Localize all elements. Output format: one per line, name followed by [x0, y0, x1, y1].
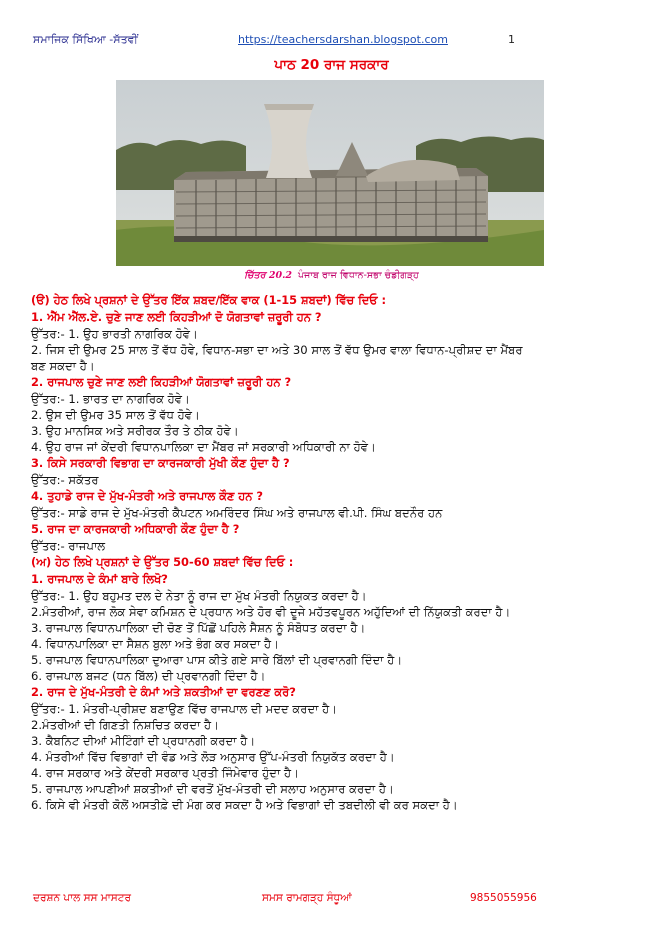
answer-line: 6. ਰਾਜਪਾਲ ਬਜਟ (ਧਨ ਬਿੱਲ) ਦੀ ਪ੍ਰਵਾਨਗੀ ਦਿੰਦਾ ਹੈ। — [31, 669, 266, 683]
question-heading: (ਅ) ਹੇਠ ਲਿਖੇ ਪ੍ਰਸ਼ਨਾਂ ਦੇ ਉੱਤਰ 50-60 ਸ਼ਬਦਾਂ ਵਿੱਚ ਦਿਓ : — [31, 555, 294, 569]
question-answer-content — [31, 292, 641, 813]
figure-caption — [0, 270, 663, 281]
question-heading: 1. ਐੱਮ ਐੱਲ.ਏ. ਚੁਣੇ ਜਾਣ ਲਈ ਕਿਹੜੀਆਂ ਦੋ ਯੋਗਤਾਵਾਂ ਜ਼ਰੂਰੀ ਹਨ ? — [31, 310, 322, 324]
answer-line: 4. ਵਿਧਾਨਪਾਲਿਕਾ ਦਾ ਸੈਸ਼ਨ ਬੁਲਾ ਅਤੇ ਭੰਗ ਕਰ ਸਕਦਾ ਹੈ। — [31, 637, 279, 651]
question-heading: 5. ਰਾਜ ਦਾ ਕਾਰਜਕਾਰੀ ਅਧਿਕਾਰੀ ਕੌਣ ਹੁੰਦਾ ਹੈ ? — [31, 522, 240, 536]
answer-line: 2.ਮੰਤਰੀਆਂ ਦੀ ਗਿਣਤੀ ਨਿਸ਼ਚਿਤ ਕਰਦਾ ਹੈ। — [31, 718, 219, 732]
answer-line: 2.ਮੰਤਰੀਆਂ, ਰਾਜ ਲੋਕ ਸੇਵਾ ਕਮਿਸ਼ਨ ਦੇ ਪ੍ਰਧਾਨ ਅਤੇ ਹੋਰ ਵੀ ਦੂਜੇ ਮਹੱਤਵਪੂਰਨ ਅਹੁੱਦਿਆਂ ਦੀ ਨਿੱਯੁਕਤੀ ਕਰਦਾ ਹੈ। — [31, 605, 511, 619]
answer-line: 2. ਉਸ ਦੀ ਉਮਰ 35 ਸਾਲ ਤੋਂ ਵੱਧ ਹੋਵੇ। — [31, 408, 200, 422]
question-heading: 2. ਰਾਜ ਦੇ ਮੁੱਖ-ਮੰਤਰੀ ਦੇ ਕੰਮਾਂ ਅਤੇ ਸ਼ਕਤੀਆਂ ਦਾ ਵਰਣਣ ਕਰੋ? — [31, 685, 296, 699]
header-url-link[interactable]: https://teachersdarshan.blogspot.com — [238, 33, 448, 46]
answer-line: ਉੱਤਰ:- ਸਕੱਤਰ — [31, 473, 99, 487]
answer-line: ਉੱਤਰ:- 1. ਭਾਰਤ ਦਾ ਨਾਗਰਿਕ ਹੋਵੇ। — [31, 392, 190, 406]
page-number: 1 — [508, 33, 515, 46]
footer-author: ਦਰਸ਼ਨ ਪਾਲ ਸਸ ਮਾਸਟਰ — [33, 892, 132, 904]
answer-line: ਬਣ ਸਕਦਾ ਹੈ। — [31, 359, 95, 373]
answer-line: 4. ਮੰਤਰੀਆਂ ਵਿੱਚ ਵਿਭਾਗਾਂ ਦੀ ਵੰਡ ਅਤੇ ਲੋੜ ਅਨੁਸਾਰ ਉੱਪ-ਮੰਤਰੀ ਨਿਯੁਕੱਤ ਕਰਦਾ ਹੈ। — [31, 750, 395, 764]
footer-phone: 9855055956 — [470, 892, 537, 904]
answer-line: ਉੱਤਰ:- ਰਾਜਪਾਲ — [31, 539, 106, 553]
question-heading: (ੳ) ਹੇਠ ਲਿਖੇ ਪ੍ਰਸ਼ਨਾਂ ਦੇ ਉੱਤਰ ਇੱਕ ਸ਼ਬਦ/ਇੱਕ ਵਾਕ (1-15 ਸ਼ਬਦਾਂ) ਵਿੱਚ ਦਿਓ : — [31, 293, 386, 307]
answer-line: 5. ਰਾਜਪਾਲ ਵਿਧਾਨਪਾਲਿਕਾ ਦੁਆਰਾ ਪਾਸ ਕੀਤੇ ਗਏ ਸਾਰੇ ਬਿੱਲਾਂ ਦੀ ਪ੍ਰਵਾਨਗੀ ਦਿੰਦਾ ਹੈ। — [31, 653, 403, 667]
answer-line: 6. ਕਿਸੇ ਵੀ ਮੰਤਰੀ ਕੋਲੋਂ ਅਸਤੀਫ਼ੇ ਦੀ ਮੰਗ ਕਰ ਸਕਦਾ ਹੈ ਅਤੇ ਵਿਭਾਗਾਂ ਦੀ ਤਬਦੀਲੀ ਵੀ ਕਰ ਸਕਦਾ ਹੈ। — [31, 798, 458, 812]
answer-line: ਉੱਤਰ:- ਸਾਡੇ ਰਾਜ ਦੇ ਮੁੱਖ-ਮੰਤਰੀ ਕੈਪਟਨ ਅਮਰਿੰਦਰ ਸਿੰਘ ਅਤੇ ਰਾਜਪਾਲ ਵੀ.ਪੀ. ਸਿੰਘ ਬਦਨੌਰ ਹਨ — [31, 506, 443, 520]
answer-line: ਉੱਤਰ:- 1. ਉਹ ਭਾਰਤੀ ਨਾਗਰਿਕ ਹੋਵੇ। — [31, 327, 198, 341]
answer-line: 4. ਉਹ ਰਾਜ ਜਾਂ ਕੇਂਦਰੀ ਵਿਧਾਨਪਾਲਿਕਾ ਦਾ ਮੈਂਬਰ ਜਾਂ ਸਰਕਾਰੀ ਅਧਿਕਾਰੀ ਨਾ ਹੋਵੇ। — [31, 440, 376, 454]
page-title: ਪਾਠ 20 ਰਾਜ ਸਰਕਾਰ — [274, 57, 389, 73]
figure-caption-text: ਪੰਜਾਬ ਰਾਜ ਵਿਧਾਨ-ਸਭਾ ਚੰਡੀਗੜ੍ਹ — [298, 270, 419, 281]
answer-line: ਉੱਤਰ:- 1. ਮੰਤਰੀ-ਪ੍ਰੀਸ਼ਦ ਬਣਾਉਣ ਵਿੱਚ ਰਾਜਪਾਲ ਦੀ ਮਦਦ ਕਰਦਾ ਹੈ। — [31, 702, 338, 716]
answer-line: 2. ਜਿਸ ਦੀ ਉਮਰ 25 ਸਾਲ ਤੋਂ ਵੱਧ ਹੋਵੇ, ਵਿਧਾਨ-ਸਭਾ ਦਾ ਅਤੇ 30 ਸਾਲ ਤੋਂ ਵੱਧ ਉਮਰ ਵਾਲਾ ਵਿਧਾਨ-ਪ੍ਰੀਸ਼ਦ ਦਾ ਮੈਂਬਰ — [31, 343, 523, 357]
answer-line: 5. ਰਾਜਪਾਲ ਆਪਣੀਆਂ ਸ਼ਕਤੀਆਂ ਦੀ ਵਰਤੋਂ ਮੁੱਖ-ਮੰਤਰੀ ਦੀ ਸਲਾਹ ਅਨੁਸਾਰ ਕਰਦਾ ਹੈ। — [31, 782, 394, 796]
answer-line: 3. ਕੈਬਨਿਟ ਦੀਆਂ ਮੀਟਿੰਗਾਂ ਦੀ ਪ੍ਰਧਾਨਗੀ ਕਰਦਾ ਹੈ। — [31, 734, 256, 748]
question-heading: 2. ਰਾਜਪਾਲ ਚੁਣੇ ਜਾਣ ਲਈ ਕਿਹੜੀਆਂ ਯੋਗਤਾਵਾਂ ਜ਼ਰੂਰੀ ਹਨ ? — [31, 375, 292, 389]
answer-line: 4. ਰਾਜ ਸਰਕਾਰ ਅਤੇ ਕੇਂਦਰੀ ਸਰਕਾਰ ਪ੍ਰਤੀ ਜਿੰਮੇਵਾਰ ਹੁੰਦਾ ਹੈ। — [31, 766, 299, 780]
figure-number: ਚਿੱਤਰ 20.2 — [244, 270, 292, 281]
answer-line: 3. ਉਹ ਮਾਨਸਿਕ ਅਤੇ ਸਰੀਰਕ ਤੌਰ ਤੇ ਠੀਕ ਹੋਵੇ। — [31, 424, 239, 438]
answer-line: 3. ਰਾਜਪਾਲ ਵਿਧਾਨਪਾਲਿਕਾ ਦੀ ਚੋਣ ਤੋਂ ਪਿੱਛੋਂ ਪਹਿਲੇ ਸੈਸ਼ਨ ਨੂੰ ਸੰਬੋਧਤ ਕਰਦਾ ਹੈ। — [31, 621, 366, 635]
header-subject: ਸਮਾਜਿਕ ਸਿੱਖਿਆ -ਸੱਤਵੀਂ — [33, 33, 138, 46]
assembly-building-photo — [116, 80, 544, 266]
question-heading: 4. ਤੁਹਾਡੇ ਰਾਜ ਦੇ ਮੁੱਖ-ਮੰਤਰੀ ਅਤੇ ਰਾਜਪਾਲ ਕੌਣ ਹਨ ? — [31, 489, 263, 503]
footer-school: ਸਮਸ ਰਾਮਗੜ੍ਹ ਸੰਧੂਆਂ — [262, 892, 352, 904]
question-heading: 3. ਕਿਸੇ ਸਰਕਾਰੀ ਵਿਭਾਗ ਦਾ ਕਾਰਜਕਾਰੀ ਮੁੱਖੀ ਕੌਣ ਹੁੰਦਾ ਹੈ ? — [31, 456, 290, 470]
answer-line: ਉੱਤਰ:- 1. ਉਹ ਬਹੁਮਤ ਦਲ ਦੇ ਨੇਤਾ ਨੂੰ ਰਾਜ ਦਾ ਮੁੱਖ ਮੰਤਰੀ ਨਿਯੁਕਤ ਕਰਦਾ ਹੈ। — [31, 589, 367, 603]
question-heading: 1. ਰਾਜਪਾਲ ਦੇ ਕੰਮਾਂ ਬਾਰੇ ਲਿਖੋ? — [31, 572, 168, 586]
